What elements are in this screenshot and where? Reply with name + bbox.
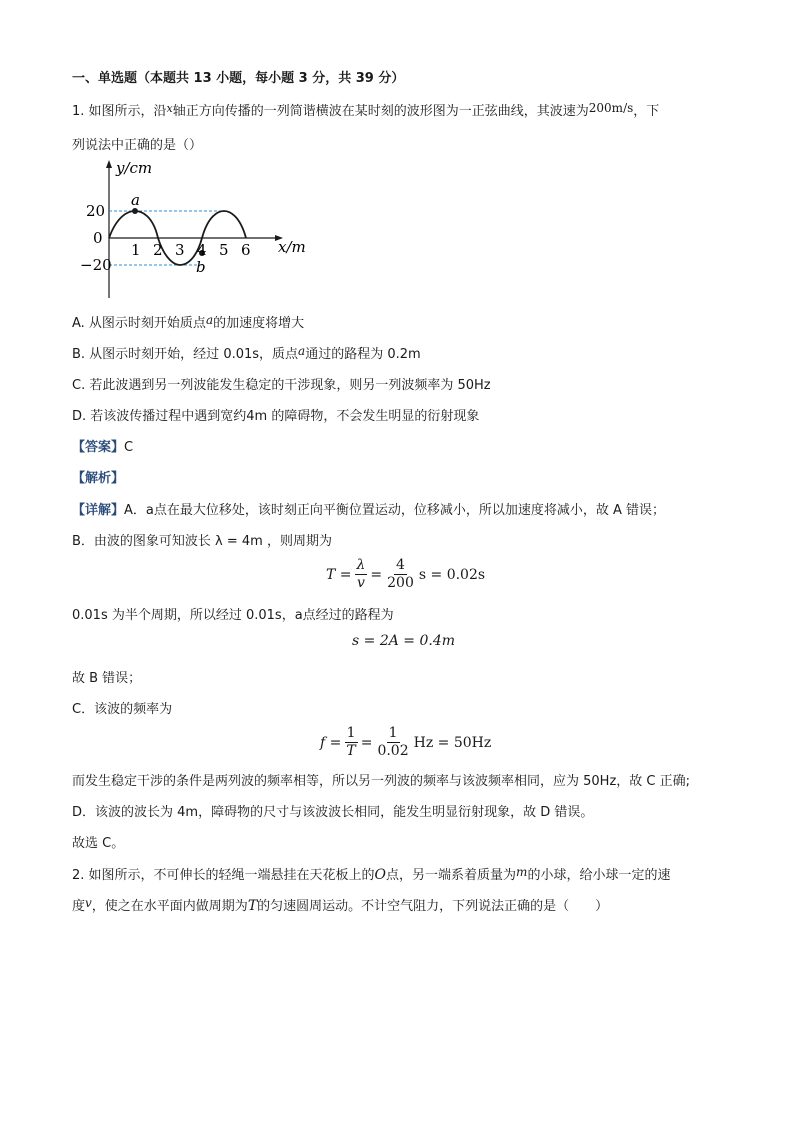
detail-label: 【详解】 xyxy=(72,503,125,518)
fraction-den: v xyxy=(357,575,365,591)
x-tick-4: 4 xyxy=(197,241,207,259)
fraction-num: λ xyxy=(356,557,366,573)
choose-text: 故选 C。 xyxy=(72,836,125,851)
q2-var-t: T xyxy=(247,898,258,914)
detail-a-text: A．a点在最大位移处，该时刻正向平衡位置运动，位移减小，所以加速度将减小，故 A 错误； xyxy=(124,503,666,518)
q2-l2-mid: ，使之在水平面内做周期为 xyxy=(91,899,248,914)
detail-b: B．由波的图象可知波长 λ = 4m ，则周期为 xyxy=(72,534,332,549)
tick-neg20: −20 xyxy=(80,256,112,274)
tick-0: 0 xyxy=(93,229,103,247)
q2-stem-line2 xyxy=(72,895,608,914)
q1-stem-pre: 1. 如图所示，沿 xyxy=(72,104,167,119)
detail-a xyxy=(72,499,665,518)
q2-var-o: O xyxy=(374,867,387,883)
q1-stem-line2: 列说法中正确的是（） xyxy=(72,138,203,153)
option-b-var: a xyxy=(298,344,306,358)
fraction-num: 1 xyxy=(346,725,356,741)
tick-20: 20 xyxy=(86,202,106,220)
d-conclusion: D．该波的波长为 4m，障碍物的尺寸与该波波长相同，能发生明显衍射现象，故 D 错误。 xyxy=(72,805,594,820)
wave-graph xyxy=(80,158,320,300)
fraction-1-T xyxy=(344,725,357,760)
option-a-pre: A. 从图示时刻开始质点 xyxy=(72,316,206,331)
y-axis-arrow xyxy=(106,160,112,168)
option-b-pre: B. 从图示时刻开始，经过 0.01s，质点 xyxy=(72,347,299,362)
q1-stem-mid: 轴正方向传播的一列简谐横波在某时刻的波形图为一正弦曲线，其波速为 xyxy=(172,104,589,119)
x-axis-label: x/m xyxy=(278,238,306,256)
x-tick-3: 3 xyxy=(175,241,185,259)
formula-f-rhs: Hz = 50Hz xyxy=(413,734,492,751)
x-tick-2: 2 xyxy=(153,241,163,259)
formula-distance: s = 2A = 0.4m xyxy=(352,633,456,649)
half-period-text: 0.01s 为半个周期，所以经过 0.01s，a点经过的路程为 xyxy=(72,608,394,623)
q1-stem-line1 xyxy=(72,100,659,119)
q1-stem-end: ，下 xyxy=(633,104,660,119)
formula-f-eq: = xyxy=(360,734,373,751)
formula-frequency xyxy=(320,725,491,760)
q2-l1-mid: 点，另一端系着质量为 xyxy=(386,868,517,883)
formula-f-lhs: f = xyxy=(320,734,342,751)
b-wrong-text: 故 B 错误； xyxy=(72,671,142,686)
q1-speed: 200m/s xyxy=(588,101,634,115)
option-b-post: 通过的路程为 0.2m xyxy=(305,347,421,362)
option-c: C. 若此波遇到另一列波能发生稳定的干涉现象，则另一列波频率为 50Hz xyxy=(72,378,491,393)
x-tick-6: 6 xyxy=(241,241,251,259)
fraction-4-200 xyxy=(385,557,416,592)
analysis-label: 【解析】 xyxy=(72,471,125,486)
x-tick-1: 1 xyxy=(131,241,141,259)
answer-label: 【答案】 xyxy=(72,440,125,455)
fraction-den: T xyxy=(346,743,356,759)
fraction-den: 0.02 xyxy=(377,743,409,759)
answer-value: C xyxy=(124,440,134,455)
formula-period xyxy=(326,557,485,592)
q1-var-x: x xyxy=(166,102,173,115)
c-intro-text: C．该波的频率为 xyxy=(72,702,173,717)
y-axis-label: y/cm xyxy=(116,159,153,177)
option-d: D. 若该波传播过程中遇到宽约4m 的障碍物，不会发生明显的衍射现象 xyxy=(72,409,480,424)
point-a-label: a xyxy=(131,191,140,209)
fraction-num: 1 xyxy=(388,725,398,741)
option-a-var: a xyxy=(205,313,214,327)
formula-t-lhs: T = xyxy=(326,566,352,583)
answer-line xyxy=(72,436,133,455)
section-title: 一、单选题（本题共 13 小题，每小题 3 分，共 39 分） xyxy=(72,71,405,86)
option-b xyxy=(72,343,421,362)
fraction-den: 200 xyxy=(387,575,414,591)
q2-var-v: v xyxy=(85,896,92,910)
option-a-post: 的加速度将增大 xyxy=(213,316,305,331)
x-tick-5: 5 xyxy=(219,241,229,259)
q2-var-m: m xyxy=(516,865,528,879)
fraction-num: 4 xyxy=(396,557,405,573)
formula-t-eq: = xyxy=(370,566,383,583)
q2-l1-end: 的小球，给小球一定的速 xyxy=(527,868,671,883)
q2-stem-line1 xyxy=(72,864,670,883)
fraction-1-002 xyxy=(375,725,410,760)
q2-l2-end: 的匀速圆周运动。不计空气阻力，下列说法正确的是（ ） xyxy=(257,899,609,914)
q2-l1-pre: 2. 如图所示，不可伸长的轻绳一端悬挂在天花板上的 xyxy=(72,868,375,883)
option-a xyxy=(72,312,304,331)
c-conclusion: 而发生稳定干涉的条件是两列波的频率相等，所以另一列波的频率与该波频率相同，应为 50Hz，故 C 正确; xyxy=(72,774,690,789)
q2-l2-pre: 度 xyxy=(72,899,86,914)
fraction-lambda-v xyxy=(355,557,368,592)
formula-t-rhs: s = 0.02s xyxy=(418,566,486,583)
point-b-label: b xyxy=(196,258,206,276)
